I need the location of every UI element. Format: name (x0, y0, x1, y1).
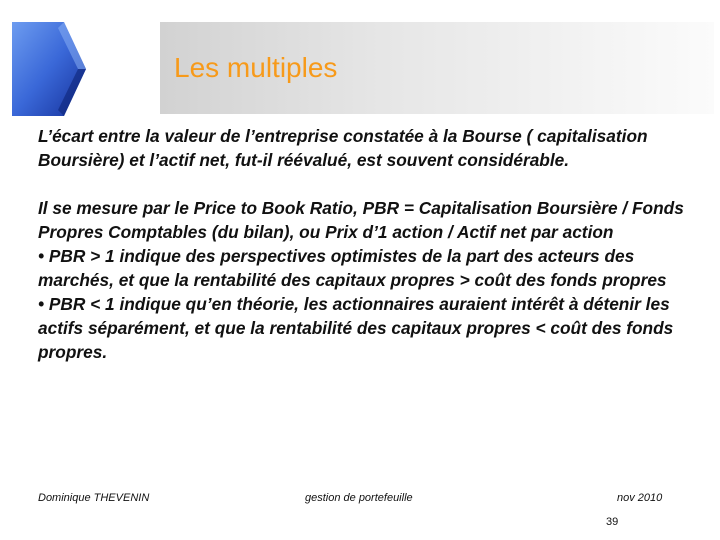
footer-author: Dominique THEVENIN (38, 492, 150, 504)
chevron-arrow-icon (12, 22, 86, 116)
title-bar (160, 22, 714, 114)
footer-date: nov 2010 (617, 492, 663, 504)
footer-topic: gestion de portefeuille (305, 492, 413, 504)
bullet-pbr-greater: • PBR > 1 indique des perspectives optimistes de la part des acteurs des marchés, et que la rentabilité des capitaux propres > coût des fonds propres (38, 246, 667, 290)
paragraph-2-intro: Il se mesure par le Price to Book Ratio, PBR = Capitalisation Boursière / Fonds Propres Comptables (du bilan), ou Prix d’1 action / Actif net par action (38, 198, 684, 242)
bullet-pbr-less: • PBR < 1 indique qu’en théorie, les actionnaires auraient intérêt à détenir les actifs séparément, et que la rentabilité des capitaux propres < coût des fonds propres. (38, 294, 674, 362)
page-number: 39 (606, 516, 619, 528)
slide-body (38, 124, 693, 364)
paragraph-1: L’écart entre la valeur de l’entreprise constatée à la Bourse ( capitalisation Boursière) et l’actif net, fut-il réévalué, est souvent considérable. (38, 126, 648, 170)
slide-title: Les multiples (174, 52, 338, 83)
